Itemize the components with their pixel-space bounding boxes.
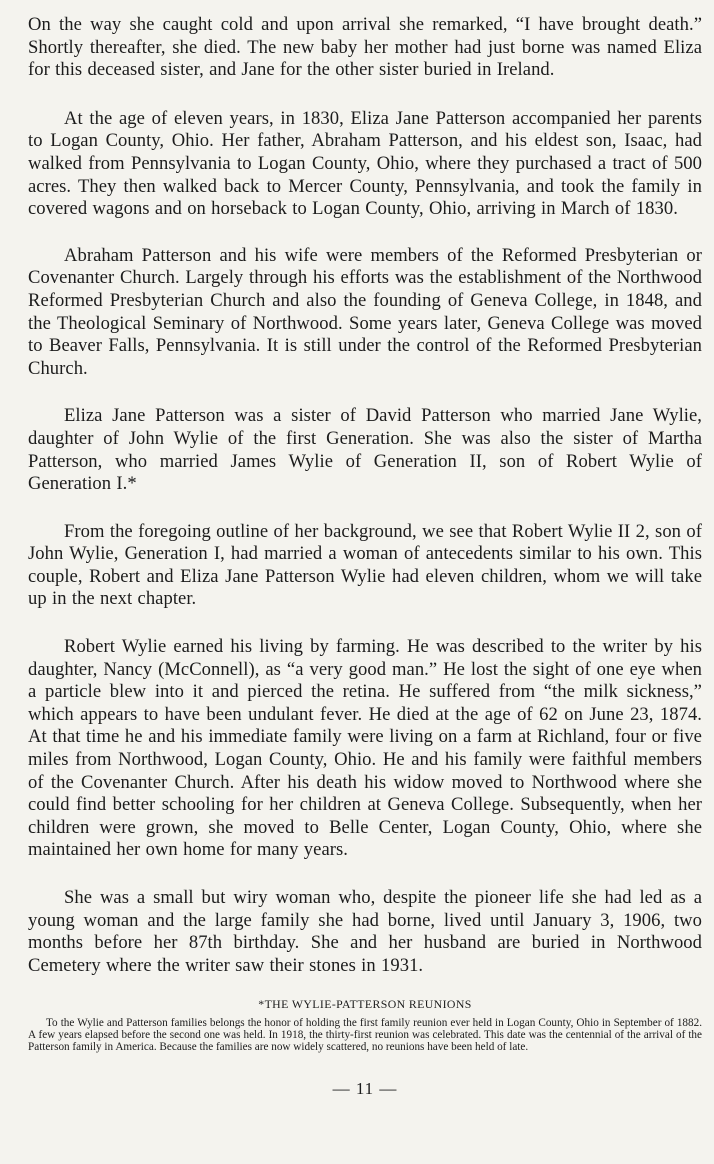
footnote-text: To the Wylie and Patterson families belongs the honor of holding the first family reunion ever held in Logan County, Ohio in September of 1882. A few years elapsed before the second one was held. In 1918, the thirty-first reunion was celebrated. This date was the centennial of the arrival of the Patterson family in America. Because the families are now widely scattered, no reunions have been held of late. <box>28 1017 702 1053</box>
paragraph-patterson-siblings: Eliza Jane Patterson was a sister of David Patterson who married Jane Wylie, daughter of John Wylie of the first Generation. She was also the sister of Martha Patterson, who married James Wylie of Generation II, son of Robert Wylie of Generation I.* <box>28 405 702 495</box>
footnote-heading: *THE WYLIE-PATTERSON REUNIONS <box>258 997 472 1012</box>
paragraph-background-outline: From the foregoing outline of her background, we see that Robert Wylie II 2, son of John Wylie, Generation I, had married a woman of antecedents similar to his own. This couple, Robert and Eliza Jane Patterson Wylie had eleven children, whom we will take up in the next chapter. <box>28 520 702 610</box>
paragraph-arrival-death: On the way she caught cold and upon arrival she remarked, “I have brought death.” Shortly thereafter, she died. The new baby her mother had just borne was named Eliza for this deceased sister, and Jane for the other sister buried in Ireland. <box>28 14 702 81</box>
footnote <box>28 997 702 1053</box>
paragraph-covenanter-church: Abraham Patterson and his wife were members of the Reformed Presbyterian or Covenanter Church. Largely through his efforts was the establishment of the Northwood Reformed Presbyterian Church and also the founding of Geneva College, in 1848, and the Theological Seminary of Northwood. Some years later, Geneva College was moved to Beaver Falls, Pennsylvania. It is still under the control of the Reformed Presbyterian Church. <box>28 244 702 379</box>
paragraph-robert-wylie-farming: Robert Wylie earned his living by farming. He was described to the writer by his daughter, Nancy (McConnell), as “a very good man.” He lost the sight of one eye when a particle blew into it and pierced the retina. He suffered from “the milk sickness,” which appears to have been undulant fever. He died at the age of 62 on June 23, 1874. At that time he and his immediate family were living on a farm at Richland, four or five miles from Northwood, Logan County, Ohio. He and his family were faithful members of the Covenanter Church. After his death his widow moved to Northwood where she could find better schooling for her children at Geneva College. Subsequently, when her children were grown, she moved to Belle Center, Logan County, Ohio, where she maintained her own home for many years. <box>28 636 702 861</box>
paragraph-eliza-later-life: She was a small but wiry woman who, despite the pioneer life she had led as a young woman and the large family she had borne, lived until January 3, 1906, two months before her 87th birthday. She and her husband are buried in Northwood Cemetery where the writer saw their stones in 1931. <box>28 887 702 976</box>
paragraph-logan-county-move: At the age of eleven years, in 1830, Eliza Jane Patterson accompanied her parents to Logan County, Ohio. Her father, Abraham Patterson, and his eldest son, Isaac, had walked from Pennsylvania to Logan County, Ohio, where they purchased a tract of 500 acres. They then walked back to Mercer County, Pennsylvania, and took the family in covered wagons and on horseback to Logan County, Ohio, arriving in March of 1830. <box>28 107 702 220</box>
page-number: — 11 — <box>332 1079 398 1099</box>
